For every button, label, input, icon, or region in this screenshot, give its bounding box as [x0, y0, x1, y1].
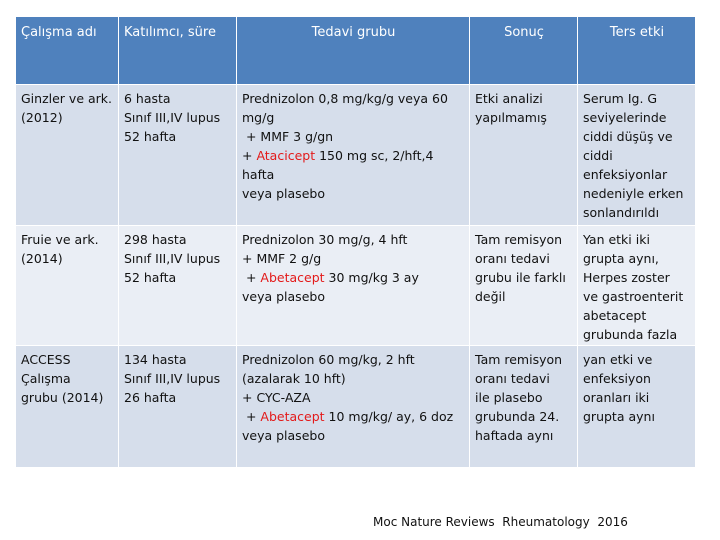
study-name: Ginzler ve ark. — [21, 91, 112, 106]
study-cell — [16, 85, 119, 226]
treatment-line: hafta — [242, 167, 275, 182]
study-name: Fruie ve ark. — [21, 232, 99, 247]
result-cell — [470, 226, 578, 346]
adverse-line: grupta aynı — [583, 409, 655, 424]
adverse-cell — [578, 346, 696, 468]
drug-highlight: Atacicept — [256, 148, 316, 163]
drug-highlight: Abetacept — [260, 270, 325, 285]
adverse-line: enfeksiyonlar — [583, 167, 668, 182]
treatment-suffix: 150 mg sc, 2/hft,4 — [315, 148, 434, 163]
result-line: oranı tedavi — [475, 251, 550, 266]
citation: Moc Nature Reviews Rheumatology 2016 — [373, 515, 628, 529]
header-adverse: Ters etki — [578, 17, 696, 85]
adverse-line: sonlandırıldı — [583, 205, 660, 220]
adverse-line: ciddi — [583, 148, 613, 163]
result-line: Tam remisyon — [475, 232, 563, 247]
lupus-class: Sınıf III,IV lupus — [124, 110, 221, 125]
adverse-line: nedeniyle erken — [583, 186, 684, 201]
treatment-line: + MMF 3 g/gn — [242, 129, 334, 144]
result-cell — [470, 346, 578, 468]
header-study: Çalışma adı — [16, 17, 119, 85]
table-row — [16, 226, 696, 346]
study-year: grubu (2014) — [21, 390, 104, 405]
lupus-class: Sınıf III,IV lupus — [124, 371, 221, 386]
study-cell — [16, 346, 119, 468]
adverse-line: Serum Ig. G — [583, 91, 658, 106]
study-year: (2012) — [21, 110, 63, 125]
adverse-cell — [578, 226, 696, 346]
result-line: grubunda 24. — [475, 409, 560, 424]
treatment-prefix: + — [242, 409, 261, 424]
participants-cell — [119, 226, 237, 346]
result-line: grubu ile farklı — [475, 270, 566, 285]
result-line: Tam remisyon — [475, 352, 563, 367]
header-participants: Katılımcı, süre — [119, 17, 237, 85]
adverse-line: grubunda fazla — [583, 327, 678, 342]
treatment-line: veya plasebo — [242, 428, 325, 443]
treatment-prefix: + — [242, 270, 261, 285]
study-name: Çalışma — [21, 371, 71, 386]
patient-count: 134 hasta — [124, 352, 187, 367]
study-comparison-table — [15, 16, 696, 468]
adverse-line: yan etki ve — [583, 352, 653, 367]
treatment-line: Prednizolon 0,8 mg/kg/g veya 60 — [242, 91, 448, 106]
treatment-line: + CYC-AZA — [242, 390, 311, 405]
study-name: ACCESS — [21, 352, 71, 367]
patient-count: 298 hasta — [124, 232, 187, 247]
treatment-line: mg/g — [242, 110, 275, 125]
treatment-suffix: 30 mg/kg 3 ay — [324, 270, 419, 285]
lupus-class: Sınıf III,IV lupus — [124, 251, 221, 266]
adverse-line: grupta aynı, — [583, 251, 659, 266]
adverse-line: Yan etki iki — [583, 232, 650, 247]
treatment-suffix: 10 mg/kg/ ay, 6 doz — [324, 409, 454, 424]
result-line: yapılmamış — [475, 110, 547, 125]
adverse-line: Herpes zoster — [583, 270, 670, 285]
study-year: (2014) — [21, 251, 63, 266]
adverse-line: ciddi düşüş ve — [583, 129, 673, 144]
treatment-line — [242, 407, 465, 426]
header-treatment: Tedavi grubu — [237, 17, 470, 85]
treatment-prefix: + — [242, 148, 257, 163]
table-row — [16, 346, 696, 468]
treatment-cell — [237, 85, 470, 226]
adverse-line: oranları iki — [583, 390, 650, 405]
adverse-line: seviyelerinde — [583, 110, 667, 125]
treatment-cell — [237, 226, 470, 346]
header-row — [16, 17, 696, 85]
drug-highlight: Abetacept — [260, 409, 325, 424]
patient-count: 6 hasta — [124, 91, 171, 106]
adverse-line: ve gastroenterit — [583, 289, 684, 304]
result-line: ile plasebo — [475, 390, 543, 405]
result-line: Etki analizi — [475, 91, 543, 106]
duration: 26 hafta — [124, 390, 177, 405]
participants-cell — [119, 85, 237, 226]
treatment-line: veya plasebo — [242, 186, 325, 201]
header-result: Sonuç — [470, 17, 578, 85]
treatment-line: + MMF 2 g/g — [242, 251, 322, 266]
treatment-line: Prednizolon 30 mg/g, 4 hft — [242, 232, 408, 247]
treatment-line: Prednizolon 60 mg/kg, 2 hft — [242, 352, 415, 367]
adverse-line: enfeksiyon — [583, 371, 651, 386]
treatment-cell — [237, 346, 470, 468]
duration: 52 hafta — [124, 270, 177, 285]
duration: 52 hafta — [124, 129, 177, 144]
adverse-line: abetacept — [583, 308, 647, 323]
study-cell — [16, 226, 119, 346]
adverse-cell — [578, 85, 696, 226]
treatment-line — [242, 268, 465, 287]
result-line: değil — [475, 289, 506, 304]
result-line: haftada aynı — [475, 428, 554, 443]
table-row — [16, 85, 696, 226]
participants-cell — [119, 346, 237, 468]
result-line: oranı tedavi — [475, 371, 550, 386]
treatment-line — [242, 146, 465, 165]
treatment-line: (azalarak 10 hft) — [242, 371, 346, 386]
result-cell — [470, 85, 578, 226]
treatment-line: veya plasebo — [242, 289, 325, 304]
